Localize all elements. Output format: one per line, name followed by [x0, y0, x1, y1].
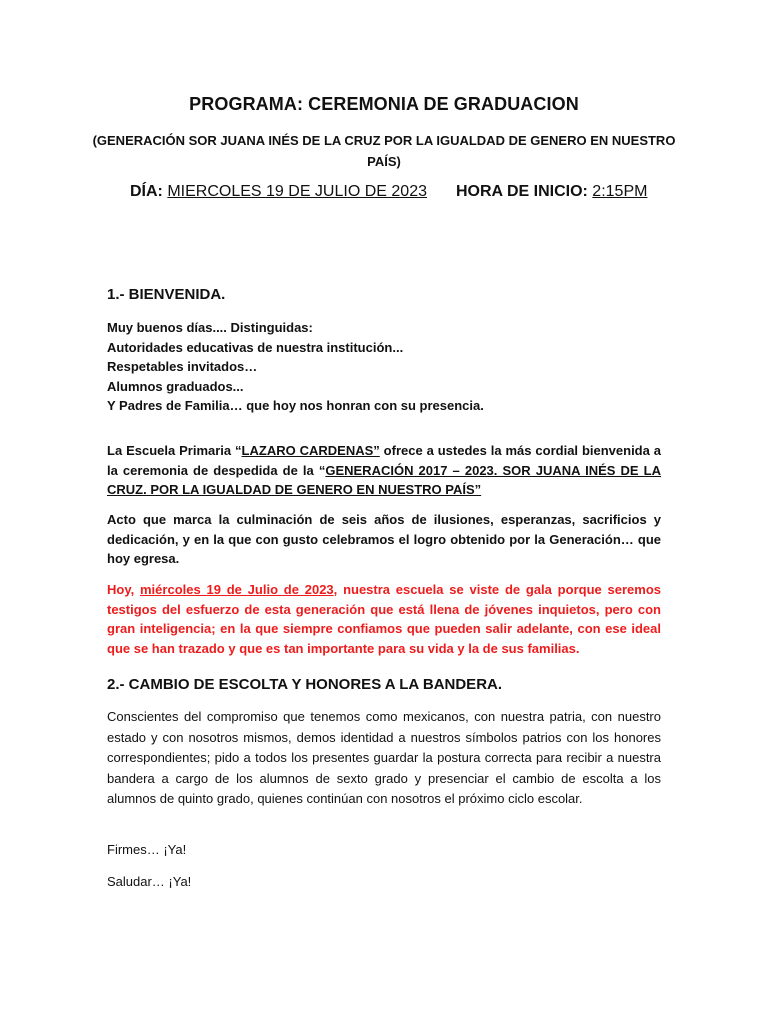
date-value: MIERCOLES 19 DE JULIO DE 2023 — [167, 183, 427, 200]
celebration-text-a: Hoy, — [107, 582, 140, 597]
celebration-paragraph — [107, 580, 661, 658]
section-heading-bienvenida: 1.- BIENVENIDA. — [107, 286, 226, 303]
welcome-text-a: La Escuela Primaria “ — [107, 443, 242, 458]
date-label: DÍA: — [130, 183, 168, 200]
greeting-list — [107, 318, 661, 416]
time-field — [456, 183, 647, 201]
date-field — [130, 183, 427, 201]
greeting-line: Muy buenos días.... Distinguidas: — [107, 320, 313, 335]
culmination-paragraph: Acto que marca la culminación de seis años de ilusiones, esperanzas, sacrificios y dedicación, y en la que con gusto celebramos el logro obtenido por la Generación… que hoy egresa. — [107, 512, 661, 566]
generation-name: GENERACIÓN 2017 – 2023. SOR JUANA INÉS DE LA CRUZ. POR LA IGUALDAD DE GENERO EN NUESTRO PAÍS” — [107, 462, 661, 497]
page-subtitle: (GENERACIÓN SOR JUANA INÉS DE LA CRUZ POR LA IGUALDAD DE GENERO EN NUESTRO PAÍS) — [92, 133, 676, 169]
celebration-date: miércoles 19 de Julio de 2023 — [140, 582, 334, 597]
greeting-line: Respetables invitados… — [107, 359, 258, 374]
welcome-paragraph — [107, 441, 661, 500]
welcome-text-b: ofrece a ustedes la más cordial bienvenida a la ceremonia de despedida de la “ — [107, 443, 661, 478]
section-heading-escolta: 2.- CAMBIO DE ESCOLTA Y HONORES A LA BANDERA. — [107, 676, 503, 693]
school-name: LAZARO CARDENAS” — [241, 443, 380, 458]
time-value: 2:15PM — [592, 183, 648, 200]
greeting-line: Autoridades educativas de nuestra institución... — [107, 339, 404, 355]
greeting-line: Y Padres de Familia… que hoy nos honran con su presencia. — [107, 398, 484, 413]
page-title: PROGRAMA: CEREMONIA DE GRADUACION — [189, 94, 579, 114]
command-firmes: Firmes… ¡Ya! — [107, 842, 187, 857]
greeting-line: Alumnos graduados... — [107, 378, 244, 394]
celebration-text-b: , nuestra escuela se viste de gala porque seremos testigos del esfuerzo de esta generación que está llena de jóvenes inquietos, pero con gran inteligencia; en la que siempre confiamos que pueden salir adelante, con ese ideal que se han trazado y que es tan importante para su vida y la de sus familias. — [107, 582, 661, 656]
command-saludar: Saludar… ¡Ya! — [107, 874, 192, 889]
honors-paragraph: Conscientes del compromiso que tenemos como mexicanos, con nuestra patria, con nuestro estado y con nosotros mismos, demos identidad a nuestros símbolos patrios con los honores correspondientes; pido a todos los presentes guardar la postura correcta para recibir a nuestra bandera a cargo de los alumnos de sexto grado y presenciar el cambio de escolta a los alumnos de quinto grado, quienes continúan con nosotros el próximo ciclo escolar. — [107, 709, 661, 806]
time-label: HORA DE INICIO: — [456, 183, 593, 200]
